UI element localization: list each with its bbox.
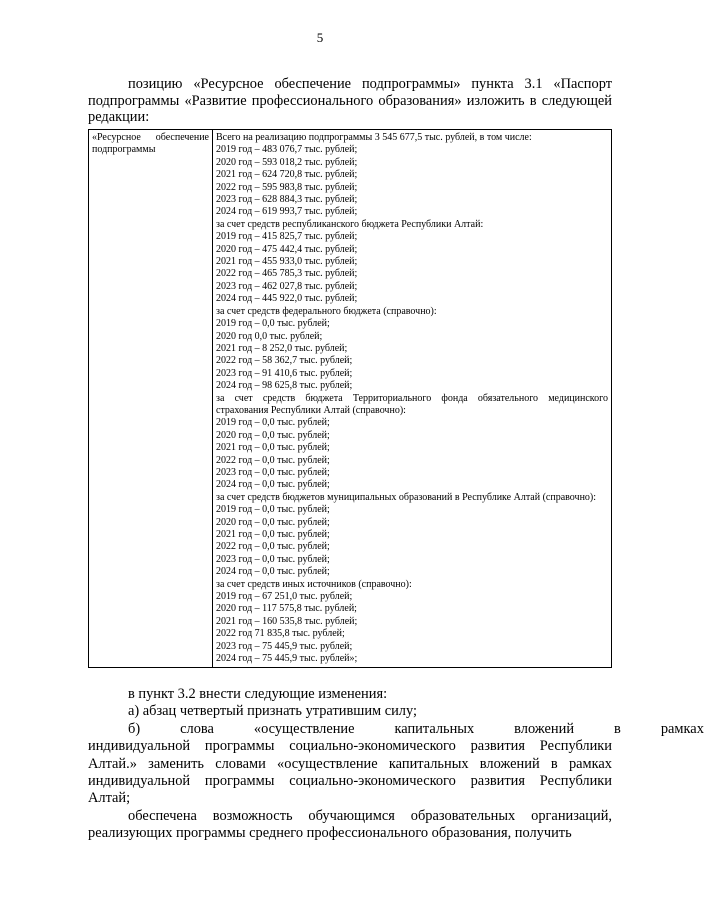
- table-label-line-2: подпрограммы: [92, 144, 156, 156]
- funding-line: 2022 год – 0,0 тыс. рублей;: [216, 541, 330, 553]
- paragraph-b-first-line: [88, 720, 704, 738]
- funding-line: 2019 год – 0,0 тыс. рублей;: [216, 417, 330, 429]
- funding-line: 2023 год – 462 027,8 тыс. рублей;: [216, 280, 358, 292]
- funding-line: за счет средств федерального бюджета (справочно):: [216, 305, 437, 317]
- table-row: [89, 130, 612, 668]
- paragraph-a: а) абзац четвертый признать утратившим силу;: [128, 703, 417, 720]
- funding-line: 2024 год – 0,0 тыс. рублей;: [216, 479, 330, 491]
- funding-line: 2021 год – 455 933,0 тыс. рублей;: [216, 256, 358, 268]
- funding-line: 2019 год – 0,0 тыс. рублей;: [216, 318, 330, 330]
- paragraph-b-word: капитальных: [394, 720, 475, 737]
- amendments-text: [88, 686, 704, 843]
- intro-text: позицию «Ресурсное обеспечение подпрограммы» пункта 3.1 «Паспорт подпрограммы «Развитие профессионального образования» изложить в следующей редакции:: [88, 76, 612, 125]
- table-label-line-1: «Ресурсное обеспечение: [92, 132, 209, 143]
- paragraph-b-word: «осуществление: [253, 720, 355, 737]
- funding-line: за счет средств бюджета Территориального фонда обязательного медицинского страхования Республики Алтай (справочно):: [216, 392, 608, 416]
- funding-line: 2023 год – 628 884,3 тыс. рублей;: [216, 194, 358, 206]
- funding-line: 2019 год – 415 825,7 тыс. рублей;: [216, 231, 358, 243]
- funding-line: 2019 год – 483 076,7 тыс. рублей;: [216, 144, 358, 156]
- funding-line: за счет средств иных источников (справочно):: [216, 578, 412, 590]
- resource-table: [88, 129, 612, 668]
- funding-line: 2019 год – 67 251,0 тыс. рублей;: [216, 591, 353, 603]
- table-label-cell: [89, 130, 213, 668]
- funding-line: 2023 год – 0,0 тыс. рублей;: [216, 466, 330, 478]
- paragraph-b-rest: индивидуальной программы социально-экономического развития Республики Алтай.» заменить словами «осуществление капитальных вложений в рамках индивидуальной программы социально-экономического развития Республики Алтай;: [88, 738, 612, 807]
- funding-line: 2021 год – 0,0 тыс. рублей;: [216, 529, 330, 540]
- funding-line: 2022 год 71 835,8 тыс. рублей;: [216, 628, 345, 640]
- paragraph-b-word: б): [128, 720, 141, 737]
- intro-paragraph: [88, 76, 612, 126]
- funding-line: 2023 год – 91 410,6 тыс. рублей;: [216, 367, 353, 379]
- funding-line: 2020 год – 475 442,4 тыс. рублей;: [216, 243, 358, 255]
- funding-line: 2024 год – 445 922,0 тыс. рублей;: [216, 293, 358, 305]
- paragraph-b-words: [88, 720, 704, 738]
- funding-line: 2023 год – 0,0 тыс. рублей;: [216, 553, 330, 565]
- table-content-cell: [213, 130, 612, 668]
- funding-lines: [216, 132, 608, 665]
- funding-line: 2022 год – 595 983,8 тыс. рублей;: [216, 181, 358, 193]
- funding-line: 2024 год – 98 625,8 тыс. рублей;: [216, 380, 353, 392]
- funding-line: 2023 год – 75 445,9 тыс. рублей;: [216, 640, 353, 652]
- funding-line: за счет средств республиканского бюджета Республики Алтай:: [216, 218, 484, 230]
- funding-line: 2021 год – 160 535,8 тыс. рублей;: [216, 615, 358, 627]
- funding-line: 2024 год – 75 445,9 тыс. рублей»;: [216, 653, 358, 665]
- paragraph-b-word: в: [614, 720, 621, 737]
- funding-line: за счет средств бюджетов муниципальных образований в Республике Алтай (справочно):: [216, 491, 597, 503]
- funding-line: Всего на реализацию подпрограммы 3 545 677,5 тыс. рублей, в том числе:: [216, 132, 532, 143]
- funding-line: 2024 год – 0,0 тыс. рублей;: [216, 566, 330, 578]
- funding-line: 2021 год – 624 720,8 тыс. рублей;: [216, 169, 358, 181]
- funding-line: 2020 год – 117 575,8 тыс. рублей;: [216, 603, 357, 615]
- funding-line: 2022 год – 58 362,7 тыс. рублей;: [216, 355, 353, 367]
- page-number: 5: [316, 30, 324, 45]
- funding-line: 2024 год – 619 993,7 тыс. рублей;: [216, 206, 358, 218]
- funding-line: 2022 год – 0,0 тыс. рублей;: [216, 454, 330, 466]
- funding-line: 2020 год 0,0 тыс. рублей;: [216, 330, 323, 342]
- funding-line: 2022 год – 465 785,3 тыс. рублей;: [216, 268, 358, 280]
- funding-line: 2019 год – 0,0 тыс. рублей;: [216, 504, 330, 516]
- paragraph-b-word: рамках: [660, 720, 704, 737]
- paragraph-b-word: вложений: [514, 720, 575, 737]
- funding-line: 2020 год – 0,0 тыс. рублей;: [216, 516, 330, 528]
- paragraph-last: обеспечена возможность обучающимся образовательных организаций, реализующих программы среднего профессионального образования, получить: [88, 807, 612, 842]
- funding-line: 2021 год – 0,0 тыс. рублей;: [216, 442, 330, 454]
- funding-line: 2020 год – 593 018,2 тыс. рублей;: [216, 156, 358, 168]
- paragraph-b-word: слова: [180, 720, 214, 737]
- paragraph-item-3-2: в пункт 3.2 внести следующие изменения:: [128, 686, 388, 702]
- funding-line: 2021 год – 8 252,0 тыс. рублей;: [216, 342, 348, 354]
- funding-line: 2020 год – 0,0 тыс. рублей;: [216, 429, 330, 441]
